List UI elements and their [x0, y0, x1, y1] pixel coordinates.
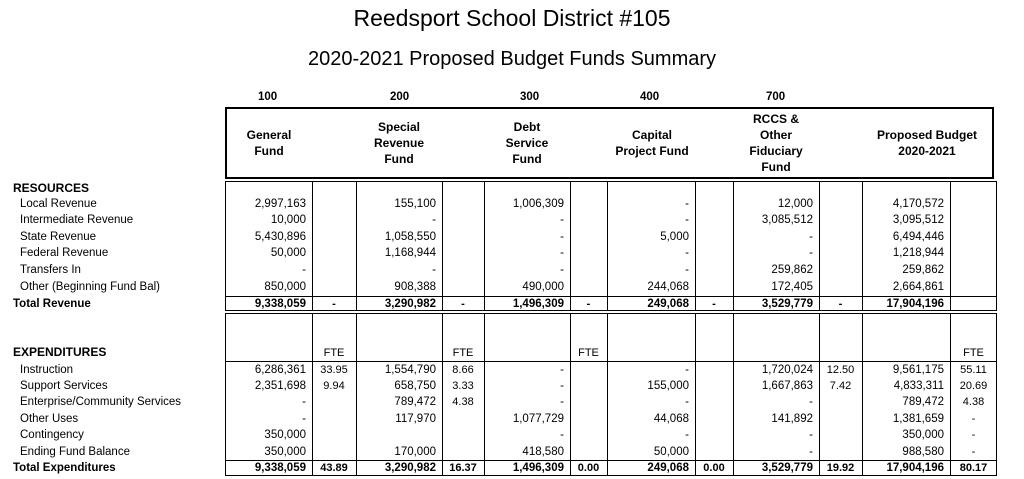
grid-column-line: [312, 181, 313, 311]
amount-cell: 9,338,059: [254, 298, 306, 310]
amount-cell: 2,664,861: [892, 281, 944, 293]
amount-cell: 249,068: [647, 298, 689, 310]
header-general-fund: General Fund: [246, 128, 292, 158]
amount-cell: 1,667,863: [761, 380, 813, 392]
expenditures-row-label: Support Services: [20, 380, 108, 392]
amount-cell: -: [560, 380, 564, 392]
amount-cell: -: [560, 396, 564, 408]
resources-row-label: State Revenue: [20, 231, 97, 243]
expenditures-row-label: Other Uses: [20, 413, 79, 425]
amount-cell: -: [809, 446, 813, 458]
grid-column-line: [695, 181, 696, 311]
fund-code-200: 200: [390, 91, 410, 103]
amount-cell: -: [809, 231, 813, 243]
expenditures-row-label: Contingency: [20, 429, 84, 441]
amount-cell: 3,085,512: [761, 214, 813, 226]
amount-cell: -: [432, 214, 436, 226]
fte-cell: 0.00: [703, 462, 725, 474]
amount-cell: 350,000: [264, 446, 306, 458]
amount-cell: -: [685, 429, 689, 441]
amount-cell: 5,430,896: [254, 231, 306, 243]
amount-cell: 1,496,309: [512, 462, 564, 474]
amount-cell: -: [560, 214, 564, 226]
amount-cell: 908,388: [394, 281, 436, 293]
amount-cell: 490,000: [522, 281, 564, 293]
amount-cell: -: [560, 364, 564, 376]
grid-column-line: [819, 181, 820, 311]
amount-cell: 155,100: [394, 198, 436, 210]
fte-cell: 4.38: [962, 396, 985, 408]
fund-code-300: 300: [520, 91, 540, 103]
fte-header-line: [225, 361, 997, 362]
fte-cell: 43.89: [320, 462, 348, 474]
amount-cell: 9,561,175: [892, 364, 944, 376]
fte-cell: 3.33: [452, 380, 474, 392]
amount-cell: 1,496,309: [512, 298, 564, 310]
amount-cell: -: [302, 396, 306, 408]
amount-cell: 789,472: [902, 396, 944, 408]
resources-row-label: Transfers In: [20, 264, 81, 276]
fte-cell: -: [332, 298, 336, 310]
resources-row-label: Intermediate Revenue: [20, 214, 134, 226]
amount-cell: -: [809, 396, 813, 408]
grid-column-line: [695, 313, 696, 476]
amount-cell: 418,580: [522, 446, 564, 458]
amount-cell: 3,290,982: [384, 462, 436, 474]
amount-cell: -: [685, 264, 689, 276]
fte-header-proposed: FTE: [963, 347, 984, 359]
document-subtitle: 2020-2021 Proposed Budget Funds Summary: [307, 48, 717, 70]
amount-cell: 350,000: [264, 429, 306, 441]
resources-heading: RESOURCES: [13, 181, 90, 195]
amount-cell: 6,494,446: [892, 231, 944, 243]
amount-cell: 1,077,729: [512, 413, 564, 425]
amount-cell: 350,000: [902, 429, 944, 441]
amount-cell: 4,170,572: [892, 198, 944, 210]
amount-cell: 50,000: [270, 247, 306, 259]
fte-cell: 9.94: [323, 380, 345, 392]
fte-cell: -: [971, 413, 976, 425]
fte-cell: 33.95: [320, 364, 348, 376]
grid-column-line: [442, 181, 443, 311]
amount-cell: 1,006,309: [512, 198, 564, 210]
amount-cell: 259,862: [771, 264, 813, 276]
fte-cell: -: [838, 298, 843, 310]
fte-cell: 55.11: [960, 364, 987, 376]
amount-cell: 1,554,790: [384, 364, 436, 376]
amount-cell: 141,892: [771, 413, 813, 425]
fte-cell: 0.00: [577, 462, 600, 474]
amount-cell: 4,833,311: [893, 380, 944, 392]
resources-total-label: Total Revenue: [13, 298, 91, 310]
amount-cell: -: [685, 214, 689, 226]
amount-cell: 6,286,361: [254, 364, 306, 376]
fte-header-special: FTE: [452, 347, 474, 359]
amount-cell: -: [302, 413, 306, 425]
amount-cell: 658,750: [394, 380, 436, 392]
amount-cell: 789,472: [394, 396, 436, 408]
amount-cell: 2,997,163: [254, 198, 306, 210]
amount-cell: -: [685, 364, 689, 376]
amount-cell: 988,580: [902, 446, 944, 458]
amount-cell: 3,529,779: [761, 462, 813, 474]
amount-cell: 1,381,659: [892, 413, 944, 425]
fte-cell: 16.37: [449, 462, 477, 474]
amount-cell: -: [685, 198, 689, 210]
header-debt-service-fund: Debt Service Fund: [505, 120, 549, 166]
expenditures-row-label: Instruction: [20, 364, 74, 376]
expenditures-row-label: Ending Fund Balance: [20, 446, 130, 458]
fund-code-400: 400: [640, 91, 660, 103]
amount-cell: -: [560, 264, 564, 276]
fte-header-general: FTE: [323, 347, 345, 359]
amount-cell: -: [809, 247, 813, 259]
fte-cell: 12.50: [826, 364, 855, 376]
amount-cell: 850,000: [264, 281, 306, 293]
amount-cell: 1,720,024: [761, 364, 813, 376]
amount-cell: 259,862: [902, 264, 944, 276]
amount-cell: -: [560, 429, 564, 441]
fte-cell: 19.92: [826, 462, 855, 474]
resources-row-label: Federal Revenue: [20, 247, 109, 259]
amount-cell: 44,068: [653, 413, 689, 425]
grid-column-line: [819, 313, 820, 476]
fund-code-700: 700: [766, 91, 786, 103]
amount-cell: 50,000: [653, 446, 689, 458]
fte-cell: 8.66: [452, 364, 474, 376]
amount-cell: 249,068: [647, 462, 689, 474]
amount-cell: 3,529,779: [761, 298, 813, 310]
amount-cell: 17,904,196: [886, 462, 944, 474]
header-proposed-budget: Proposed Budget 2020-2021: [876, 128, 977, 158]
resources-row-label: Local Revenue: [20, 198, 97, 210]
grid-column-line: [570, 313, 571, 476]
amount-cell: -: [809, 429, 813, 441]
fte-cell: 4.38: [452, 396, 474, 408]
expenditures-total-label: Total Expenditures: [13, 462, 116, 474]
amount-cell: 3,290,982: [384, 298, 436, 310]
amount-cell: 155,000: [647, 380, 689, 392]
header-capital-project-fund: Capital Project Fund: [615, 128, 689, 158]
grid-column-line: [570, 181, 571, 311]
fte-header-debt: FTE: [578, 347, 599, 359]
amount-cell: 12,000: [777, 198, 813, 210]
resources-row-label: Other (Beginning Fund Bal): [20, 281, 160, 293]
amount-cell: -: [560, 247, 564, 259]
amount-cell: -: [302, 264, 306, 276]
amount-cell: 1,058,550: [384, 231, 436, 243]
header-rccs-fiduciary-fund: RCCS & Other Fiduciary Fund: [749, 112, 803, 174]
amount-cell: 244,068: [647, 281, 689, 293]
fte-cell: 7.42: [829, 380, 852, 392]
amount-cell: 3,095,512: [892, 214, 944, 226]
amount-cell: 9,338,059: [254, 462, 306, 474]
amount-cell: -: [685, 247, 689, 259]
amount-cell: -: [685, 396, 689, 408]
grid-column-line: [950, 181, 951, 311]
fte-cell: 80.17: [959, 462, 988, 474]
fte-cell: 20.69: [959, 380, 988, 392]
fte-cell: -: [586, 298, 591, 310]
fte-cell: -: [461, 298, 465, 310]
amount-cell: 1,168,944: [384, 247, 436, 259]
fund-code-100: 100: [258, 91, 278, 103]
fte-cell: -: [971, 446, 976, 458]
fte-cell: -: [971, 429, 976, 441]
amount-cell: -: [560, 231, 564, 243]
amount-cell: 10,000: [270, 214, 306, 226]
amount-cell: 172,405: [771, 281, 813, 293]
fte-cell: -: [712, 298, 716, 310]
document-title: Reedsport School District #105: [353, 5, 671, 31]
amount-cell: 1,218,944: [892, 247, 944, 259]
amount-cell: 170,000: [394, 446, 436, 458]
amount-cell: 17,904,196: [886, 298, 944, 310]
amount-cell: 5,000: [660, 231, 689, 243]
amount-cell: 117,970: [395, 413, 436, 425]
expenditures-row-label: Enterprise/Community Services: [20, 396, 182, 408]
amount-cell: -: [432, 264, 436, 276]
expenditures-heading: EXPENDITURES: [13, 345, 107, 359]
amount-cell: 2,351,698: [254, 380, 306, 392]
header-special-revenue-fund: Special Revenue Fund: [373, 120, 425, 166]
grid-column-line: [312, 313, 313, 476]
